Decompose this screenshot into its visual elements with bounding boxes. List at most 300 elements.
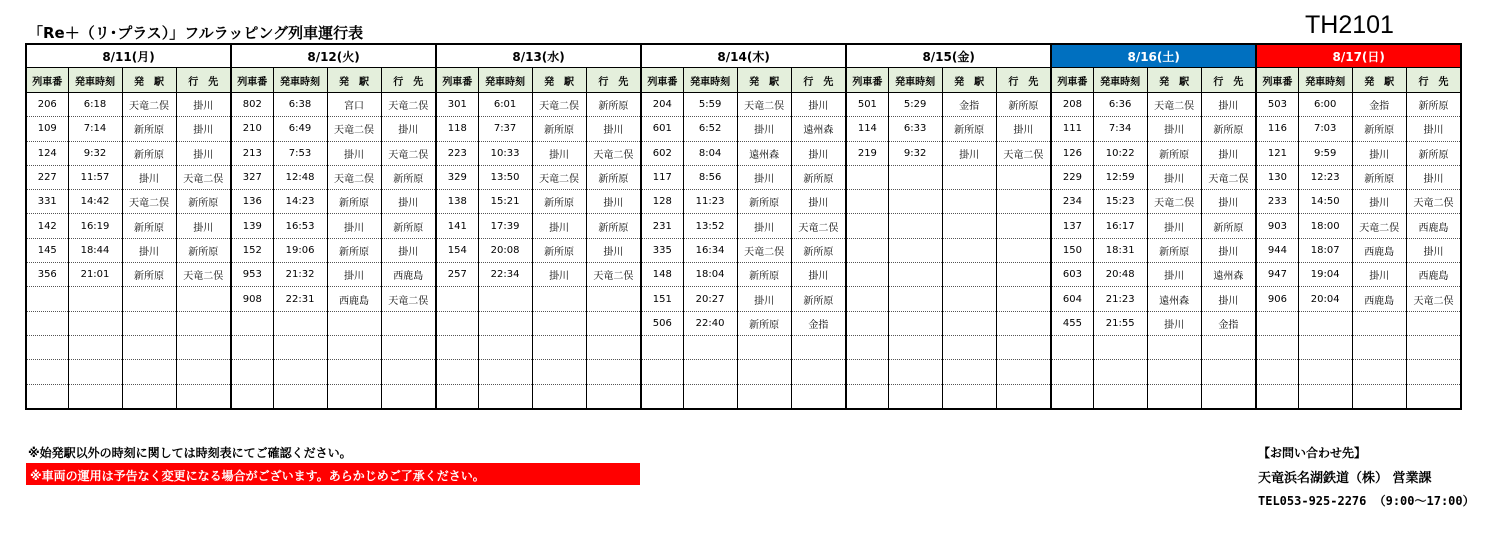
departure-time-cell <box>1298 311 1352 335</box>
destination-cell: 掛川 <box>586 238 641 262</box>
train-number-cell: 148 <box>641 263 683 287</box>
origin-station-cell <box>942 190 996 214</box>
column-header: 列車番 <box>846 68 888 93</box>
train-number-cell: 603 <box>1051 263 1093 287</box>
origin-station-cell: 新所原 <box>1147 238 1201 262</box>
column-header: 列車番 <box>1051 68 1093 93</box>
date-header-row <box>26 44 1461 68</box>
departure-time-cell: 18:00 <box>1298 214 1352 238</box>
column-header: 行 先 <box>1201 68 1256 93</box>
origin-station-cell <box>122 287 176 311</box>
origin-station-cell <box>1352 311 1406 335</box>
train-number-cell: 141 <box>436 214 478 238</box>
train-number-cell <box>641 360 683 384</box>
origin-station-cell <box>942 311 996 335</box>
day-header-weekday: 8/12(火) <box>231 44 436 68</box>
destination-cell: 新所原 <box>176 190 231 214</box>
departure-time-cell: 6:33 <box>888 117 942 141</box>
destination-cell <box>176 335 231 359</box>
departure-time-cell: 15:23 <box>1093 190 1147 214</box>
departure-time-cell <box>888 190 942 214</box>
origin-station-cell <box>1352 335 1406 359</box>
departure-time-cell: 18:31 <box>1093 238 1147 262</box>
train-number-cell: 118 <box>436 117 478 141</box>
departure-time-cell <box>68 287 122 311</box>
train-number-cell: 947 <box>1256 263 1298 287</box>
train-number-cell: 116 <box>1256 117 1298 141</box>
origin-station-cell: 掛川 <box>327 214 381 238</box>
column-header: 発車時刻 <box>273 68 327 93</box>
train-number-cell: 204 <box>641 93 683 117</box>
train-number-cell: 151 <box>641 287 683 311</box>
train-number-cell <box>436 311 478 335</box>
destination-cell: 掛川 <box>1201 287 1256 311</box>
day-header-weekday: 8/14(木) <box>641 44 846 68</box>
destination-cell: 新所原 <box>381 165 436 189</box>
destination-cell <box>1406 360 1461 384</box>
origin-station-cell: 掛川 <box>1147 263 1201 287</box>
train-number-cell <box>436 384 478 409</box>
column-header: 発 駅 <box>327 68 381 93</box>
origin-station-cell: 天竜二俣 <box>1352 214 1406 238</box>
departure-time-cell: 16:19 <box>68 214 122 238</box>
destination-cell: 天竜二俣 <box>176 263 231 287</box>
origin-station-cell: 遠州森 <box>1147 287 1201 311</box>
departure-time-cell: 22:40 <box>683 311 737 335</box>
table-row <box>26 165 1461 189</box>
train-number-cell: 233 <box>1256 190 1298 214</box>
destination-cell <box>791 335 846 359</box>
column-header: 発 駅 <box>737 68 791 93</box>
departure-time-cell: 6:36 <box>1093 93 1147 117</box>
departure-time-cell <box>68 311 122 335</box>
origin-station-cell <box>942 263 996 287</box>
departure-time-cell: 12:59 <box>1093 165 1147 189</box>
origin-station-cell <box>532 360 586 384</box>
destination-cell: 天竜二俣 <box>1201 165 1256 189</box>
destination-cell: 遠州森 <box>1201 263 1256 287</box>
departure-time-cell: 9:59 <box>1298 141 1352 165</box>
departure-time-cell <box>1298 384 1352 409</box>
destination-cell: 金指 <box>791 311 846 335</box>
destination-cell: 遠州森 <box>791 117 846 141</box>
destination-cell: 掛川 <box>586 117 641 141</box>
contact-company: 天竜浜名湖鉄道（株） 営業課 <box>1258 471 1432 486</box>
origin-station-cell: 西鹿島 <box>1352 238 1406 262</box>
train-number-cell: 903 <box>1256 214 1298 238</box>
train-number-cell: 227 <box>26 165 68 189</box>
departure-time-cell <box>68 384 122 409</box>
column-header: 行 先 <box>586 68 641 93</box>
destination-cell: 掛川 <box>586 190 641 214</box>
train-number-cell: 213 <box>231 141 273 165</box>
departure-time-cell <box>478 335 532 359</box>
destination-cell <box>176 384 231 409</box>
train-number-cell: 229 <box>1051 165 1093 189</box>
origin-station-cell <box>1147 360 1201 384</box>
origin-station-cell <box>122 311 176 335</box>
origin-station-cell: 新所原 <box>532 190 586 214</box>
train-number-cell: 301 <box>436 93 478 117</box>
departure-time-cell: 21:55 <box>1093 311 1147 335</box>
destination-cell: 掛川 <box>1201 238 1256 262</box>
origin-station-cell <box>532 287 586 311</box>
column-header: 行 先 <box>381 68 436 93</box>
destination-cell <box>586 384 641 409</box>
origin-station-cell: 新所原 <box>1352 117 1406 141</box>
departure-time-cell: 14:42 <box>68 190 122 214</box>
departure-time-cell: 12:48 <box>273 165 327 189</box>
departure-time-cell <box>273 311 327 335</box>
train-number-cell: 604 <box>1051 287 1093 311</box>
destination-cell: 新所原 <box>1201 214 1256 238</box>
destination-cell: 新所原 <box>996 93 1051 117</box>
train-number-cell <box>846 335 888 359</box>
table-row <box>26 190 1461 214</box>
departure-time-cell: 9:32 <box>68 141 122 165</box>
destination-cell <box>996 263 1051 287</box>
destination-cell <box>1406 335 1461 359</box>
departure-time-cell: 14:50 <box>1298 190 1352 214</box>
train-number-cell: 206 <box>26 93 68 117</box>
departure-time-cell: 8:04 <box>683 141 737 165</box>
departure-time-cell: 7:37 <box>478 117 532 141</box>
origin-station-cell <box>942 287 996 311</box>
origin-station-cell <box>942 214 996 238</box>
origin-station-cell: 天竜二俣 <box>327 117 381 141</box>
origin-station-cell: 掛川 <box>122 165 176 189</box>
destination-cell: 掛川 <box>791 190 846 214</box>
day-header-weekday: 8/13(水) <box>436 44 641 68</box>
table-row <box>26 335 1461 359</box>
departure-time-cell: 10:33 <box>478 141 532 165</box>
origin-station-cell <box>942 335 996 359</box>
day-header-weekday: 8/11(月) <box>26 44 231 68</box>
origin-station-cell: 掛川 <box>327 263 381 287</box>
train-number-cell: 944 <box>1256 238 1298 262</box>
train-number-cell <box>436 360 478 384</box>
column-header: 発 駅 <box>1147 68 1201 93</box>
column-header: 発車時刻 <box>888 68 942 93</box>
departure-time-cell: 22:34 <box>478 263 532 287</box>
train-number-cell <box>231 360 273 384</box>
train-number-cell <box>1256 311 1298 335</box>
train-number-cell <box>846 384 888 409</box>
origin-station-cell: 天竜二俣 <box>532 93 586 117</box>
departure-time-cell <box>478 311 532 335</box>
table-row <box>26 360 1461 384</box>
column-header: 列車番 <box>641 68 683 93</box>
train-number-cell: 121 <box>1256 141 1298 165</box>
train-number-cell: 136 <box>231 190 273 214</box>
destination-cell <box>996 384 1051 409</box>
train-number-cell <box>436 335 478 359</box>
column-header-row <box>26 68 1461 93</box>
departure-time-cell: 14:23 <box>273 190 327 214</box>
train-number-cell: 455 <box>1051 311 1093 335</box>
column-header: 発車時刻 <box>478 68 532 93</box>
table-row <box>26 384 1461 409</box>
origin-station-cell: 宮口 <box>327 93 381 117</box>
column-header: 行 先 <box>996 68 1051 93</box>
train-number-cell: 802 <box>231 93 273 117</box>
origin-station-cell <box>122 335 176 359</box>
origin-station-cell: 掛川 <box>737 287 791 311</box>
departure-time-cell: 21:23 <box>1093 287 1147 311</box>
destination-cell: 新所原 <box>381 214 436 238</box>
train-number-cell: 908 <box>231 287 273 311</box>
departure-time-cell: 21:32 <box>273 263 327 287</box>
train-number-cell: 111 <box>1051 117 1093 141</box>
origin-station-cell: 新所原 <box>122 263 176 287</box>
departure-time-cell <box>888 287 942 311</box>
train-number-cell <box>846 287 888 311</box>
departure-time-cell <box>683 360 737 384</box>
destination-cell <box>381 360 436 384</box>
destination-cell: 天竜二俣 <box>381 141 436 165</box>
departure-time-cell: 8:56 <box>683 165 737 189</box>
departure-time-cell: 22:31 <box>273 287 327 311</box>
departure-time-cell <box>888 384 942 409</box>
destination-cell: 新所原 <box>586 93 641 117</box>
train-number-cell <box>436 287 478 311</box>
train-number-cell: 506 <box>641 311 683 335</box>
departure-time-cell <box>68 360 122 384</box>
train-number-cell <box>1051 360 1093 384</box>
page-title: 「Re＋（リ･プラス）」フルラッピング列車運行表 <box>28 24 364 42</box>
departure-time-cell: 20:27 <box>683 287 737 311</box>
destination-cell: 西鹿島 <box>381 263 436 287</box>
origin-station-cell: 天竜二俣 <box>1147 190 1201 214</box>
origin-station-cell: 金指 <box>1352 93 1406 117</box>
origin-station-cell: 新所原 <box>532 238 586 262</box>
departure-time-cell <box>478 287 532 311</box>
departure-time-cell: 5:29 <box>888 93 942 117</box>
column-header: 列車番 <box>26 68 68 93</box>
departure-time-cell: 13:52 <box>683 214 737 238</box>
departure-time-cell <box>68 335 122 359</box>
origin-station-cell: 掛川 <box>122 238 176 262</box>
destination-cell <box>996 360 1051 384</box>
origin-station-cell: 掛川 <box>1352 190 1406 214</box>
train-number-cell <box>846 214 888 238</box>
table-row <box>26 263 1461 287</box>
departure-time-cell: 21:01 <box>68 263 122 287</box>
origin-station-cell: 新所原 <box>942 117 996 141</box>
column-header: 発 駅 <box>1352 68 1406 93</box>
departure-time-cell <box>683 335 737 359</box>
column-header: 発車時刻 <box>68 68 122 93</box>
train-number-cell <box>26 335 68 359</box>
destination-cell: 掛川 <box>176 117 231 141</box>
train-number-cell <box>1051 335 1093 359</box>
train-number-cell <box>1256 384 1298 409</box>
train-number-cell <box>231 335 273 359</box>
column-header: 発 駅 <box>122 68 176 93</box>
departure-time-cell: 7:14 <box>68 117 122 141</box>
destination-cell: 天竜二俣 <box>1406 287 1461 311</box>
destination-cell <box>996 287 1051 311</box>
origin-station-cell <box>737 360 791 384</box>
origin-station-cell: 掛川 <box>942 141 996 165</box>
destination-cell <box>1201 360 1256 384</box>
departure-time-cell: 6:01 <box>478 93 532 117</box>
departure-time-cell <box>1093 360 1147 384</box>
origin-station-cell: 新所原 <box>122 117 176 141</box>
train-number-cell <box>231 384 273 409</box>
departure-time-cell <box>1298 335 1352 359</box>
origin-station-cell: 掛川 <box>737 165 791 189</box>
origin-station-cell <box>942 360 996 384</box>
origin-station-cell: 掛川 <box>1147 214 1201 238</box>
origin-station-cell <box>737 335 791 359</box>
destination-cell <box>586 335 641 359</box>
departure-time-cell: 12:23 <box>1298 165 1352 189</box>
destination-cell <box>1406 384 1461 409</box>
train-number-cell: 329 <box>436 165 478 189</box>
timetable <box>25 43 1462 410</box>
departure-time-cell <box>273 384 327 409</box>
train-number-cell <box>846 238 888 262</box>
destination-cell <box>791 384 846 409</box>
origin-station-cell <box>1352 384 1406 409</box>
origin-station-cell <box>122 360 176 384</box>
train-number-cell: 126 <box>1051 141 1093 165</box>
table-row <box>26 287 1461 311</box>
train-number-cell: 219 <box>846 141 888 165</box>
destination-cell <box>996 238 1051 262</box>
warning-text: ※車両の運用は予告なく変更になる場合がございます。あらかじめご了承ください。 <box>30 469 485 483</box>
column-header: 発車時刻 <box>1298 68 1352 93</box>
destination-cell: 掛川 <box>1201 93 1256 117</box>
departure-time-cell: 19:06 <box>273 238 327 262</box>
origin-station-cell <box>942 238 996 262</box>
departure-time-cell <box>888 360 942 384</box>
origin-station-cell: 掛川 <box>1147 165 1201 189</box>
departure-time-cell <box>888 311 942 335</box>
train-number-cell: 335 <box>641 238 683 262</box>
destination-cell <box>381 311 436 335</box>
origin-station-cell <box>532 384 586 409</box>
destination-cell <box>586 287 641 311</box>
destination-cell: 掛川 <box>176 93 231 117</box>
train-number-cell: 601 <box>641 117 683 141</box>
departure-time-cell: 6:18 <box>68 93 122 117</box>
origin-station-cell: 天竜二俣 <box>737 93 791 117</box>
train-number-cell: 257 <box>436 263 478 287</box>
origin-station-cell: 新所原 <box>737 263 791 287</box>
destination-cell: 掛川 <box>791 141 846 165</box>
destination-cell <box>1406 311 1461 335</box>
departure-time-cell: 18:44 <box>68 238 122 262</box>
destination-cell <box>1201 335 1256 359</box>
train-number-cell: 331 <box>26 190 68 214</box>
destination-cell: 掛川 <box>791 263 846 287</box>
destination-cell: 掛川 <box>1201 190 1256 214</box>
departure-time-cell: 20:04 <box>1298 287 1352 311</box>
departure-time-cell: 18:04 <box>683 263 737 287</box>
departure-time-cell: 17:39 <box>478 214 532 238</box>
departure-time-cell: 5:59 <box>683 93 737 117</box>
origin-station-cell: 遠州森 <box>737 141 791 165</box>
destination-cell <box>996 335 1051 359</box>
destination-cell: 掛川 <box>996 117 1051 141</box>
destination-cell: 天竜二俣 <box>1406 190 1461 214</box>
origin-station-cell: 掛川 <box>1147 311 1201 335</box>
train-number-cell: 128 <box>641 190 683 214</box>
destination-cell <box>381 335 436 359</box>
origin-station-cell: 掛川 <box>532 263 586 287</box>
train-number-cell: 150 <box>1051 238 1093 262</box>
destination-cell: 掛川 <box>791 93 846 117</box>
origin-station-cell: 新所原 <box>327 238 381 262</box>
destination-cell <box>586 360 641 384</box>
origin-station-cell: 金指 <box>942 93 996 117</box>
train-number-cell: 114 <box>846 117 888 141</box>
train-number-cell: 109 <box>26 117 68 141</box>
destination-cell: 新所原 <box>1201 117 1256 141</box>
origin-station-cell: 掛川 <box>532 141 586 165</box>
departure-time-cell: 16:17 <box>1093 214 1147 238</box>
departure-time-cell: 7:03 <box>1298 117 1352 141</box>
train-number-cell: 223 <box>436 141 478 165</box>
destination-cell <box>381 384 436 409</box>
origin-station-cell <box>327 311 381 335</box>
origin-station-cell <box>532 311 586 335</box>
origin-station-cell: 掛川 <box>1147 117 1201 141</box>
train-number-cell: 234 <box>1051 190 1093 214</box>
departure-time-cell <box>1093 384 1147 409</box>
departure-time-cell: 6:38 <box>273 93 327 117</box>
departure-time-cell <box>888 214 942 238</box>
origin-station-cell: 新所原 <box>737 190 791 214</box>
destination-cell <box>176 360 231 384</box>
table-row <box>26 311 1461 335</box>
train-number-cell: 210 <box>231 117 273 141</box>
origin-station-cell: 新所原 <box>1147 141 1201 165</box>
destination-cell: 天竜二俣 <box>996 141 1051 165</box>
origin-station-cell: 西鹿島 <box>327 287 381 311</box>
train-number-cell: 137 <box>1051 214 1093 238</box>
departure-time-cell: 16:34 <box>683 238 737 262</box>
origin-station-cell <box>942 384 996 409</box>
origin-station-cell <box>737 384 791 409</box>
departure-time-cell: 18:07 <box>1298 238 1352 262</box>
origin-station-cell: 西鹿島 <box>1352 287 1406 311</box>
column-header: 行 先 <box>176 68 231 93</box>
train-number-cell: 152 <box>231 238 273 262</box>
departure-time-cell: 6:00 <box>1298 93 1352 117</box>
train-number-cell: 356 <box>26 263 68 287</box>
origin-station-cell <box>1147 384 1201 409</box>
train-number-cell <box>26 360 68 384</box>
destination-cell: 掛川 <box>381 117 436 141</box>
destination-cell: 新所原 <box>791 238 846 262</box>
train-number-cell: 117 <box>641 165 683 189</box>
train-number-cell: 501 <box>846 93 888 117</box>
departure-time-cell <box>478 384 532 409</box>
origin-station-cell: 新所原 <box>1352 165 1406 189</box>
train-number-cell <box>231 311 273 335</box>
destination-cell: 新所原 <box>176 238 231 262</box>
contact-heading: 【お問い合わせ先】 <box>1258 446 1367 460</box>
origin-station-cell: 新所原 <box>737 311 791 335</box>
origin-station-cell <box>327 335 381 359</box>
day-header-sat: 8/16(土) <box>1051 44 1256 68</box>
column-header: 行 先 <box>1406 68 1461 93</box>
origin-station-cell <box>1352 360 1406 384</box>
departure-time-cell <box>888 238 942 262</box>
